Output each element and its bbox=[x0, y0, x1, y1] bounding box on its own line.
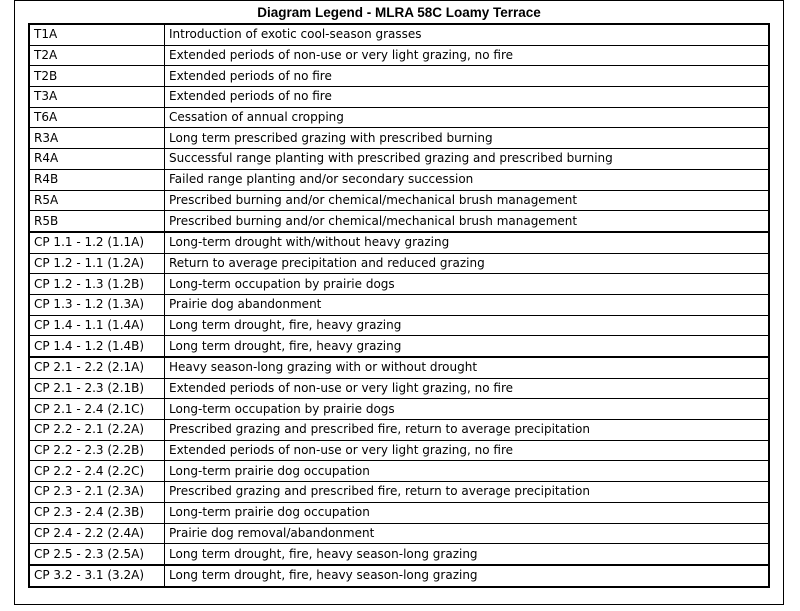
transition-description: Prescribed burning and/or chemical/mechanical brush management bbox=[165, 211, 770, 232]
table-row bbox=[29, 523, 769, 544]
table-row bbox=[29, 149, 769, 170]
table-row bbox=[29, 315, 769, 336]
table-row bbox=[29, 107, 769, 128]
transition-description: Long term drought, fire, heavy season-long grazing bbox=[165, 544, 770, 565]
table-row bbox=[29, 502, 769, 523]
table-row bbox=[29, 190, 769, 211]
table-row bbox=[29, 482, 769, 503]
transition-description: Extended periods of non-use or very light grazing, no fire bbox=[165, 378, 770, 399]
table-row bbox=[29, 565, 769, 587]
table-row bbox=[29, 274, 769, 295]
transition-code: R3A bbox=[29, 128, 165, 149]
transition-description: Long-term prairie dog occupation bbox=[165, 461, 770, 482]
table-row bbox=[29, 45, 769, 66]
table-row bbox=[29, 440, 769, 461]
transition-code: CP 2.4 - 2.2 (2.4A) bbox=[29, 523, 165, 544]
transition-description: Failed range planting and/or secondary succession bbox=[165, 169, 770, 190]
transition-description: Long term drought, fire, heavy grazing bbox=[165, 336, 770, 357]
transition-description: Extended periods of no fire bbox=[165, 87, 770, 108]
transition-description: Long-term occupation by prairie dogs bbox=[165, 274, 770, 295]
transition-description: Long-term occupation by prairie dogs bbox=[165, 399, 770, 420]
transition-code: CP 2.2 - 2.1 (2.2A) bbox=[29, 420, 165, 441]
transition-code: CP 2.1 - 2.3 (2.1B) bbox=[29, 378, 165, 399]
transition-code: T2B bbox=[29, 66, 165, 87]
table-row bbox=[29, 357, 769, 378]
table-row bbox=[29, 128, 769, 149]
table-row bbox=[29, 66, 769, 87]
table-row bbox=[29, 544, 769, 565]
transition-code: CP 2.5 - 2.3 (2.5A) bbox=[29, 544, 165, 565]
table-row bbox=[29, 87, 769, 108]
transition-description: Long term drought, fire, heavy grazing bbox=[165, 315, 770, 336]
transition-description: Long term prescribed grazing with prescribed burning bbox=[165, 128, 770, 149]
transition-description: Return to average precipitation and reduced grazing bbox=[165, 253, 770, 274]
transition-code: CP 1.4 - 1.1 (1.4A) bbox=[29, 315, 165, 336]
transition-code: T1A bbox=[29, 24, 165, 45]
table-row bbox=[29, 294, 769, 315]
table-row bbox=[29, 211, 769, 232]
transition-description: Long-term drought with/without heavy grazing bbox=[165, 232, 770, 253]
transition-description: Introduction of exotic cool-season grasses bbox=[165, 24, 770, 45]
transition-code: CP 1.2 - 1.1 (1.2A) bbox=[29, 253, 165, 274]
table-row bbox=[29, 399, 769, 420]
table-row bbox=[29, 378, 769, 399]
table-row bbox=[29, 336, 769, 357]
transition-code: R4B bbox=[29, 169, 165, 190]
transition-description: Extended periods of no fire bbox=[165, 66, 770, 87]
transition-code: CP 1.2 - 1.3 (1.2B) bbox=[29, 274, 165, 295]
transition-code: R5A bbox=[29, 190, 165, 211]
transition-description: Prescribed grazing and prescribed fire, return to average precipitation bbox=[165, 420, 770, 441]
transition-description: Heavy season-long grazing with or without drought bbox=[165, 357, 770, 378]
transition-code: CP 2.3 - 2.1 (2.3A) bbox=[29, 482, 165, 503]
transition-code: T2A bbox=[29, 45, 165, 66]
transition-code: CP 3.2 - 3.1 (3.2A) bbox=[29, 565, 165, 587]
transition-code: CP 2.1 - 2.2 (2.1A) bbox=[29, 357, 165, 378]
transition-code: CP 1.4 - 1.2 (1.4B) bbox=[29, 336, 165, 357]
transition-description: Successful range planting with prescribed grazing and prescribed burning bbox=[165, 149, 770, 170]
transition-code: CP 2.1 - 2.4 (2.1C) bbox=[29, 399, 165, 420]
table-row bbox=[29, 420, 769, 441]
table-row bbox=[29, 232, 769, 253]
transition-description: Prairie dog removal/abandonment bbox=[165, 523, 770, 544]
table-row bbox=[29, 253, 769, 274]
transition-code: CP 2.3 - 2.4 (2.3B) bbox=[29, 502, 165, 523]
transition-description: Prescribed burning and/or chemical/mechanical brush management bbox=[165, 190, 770, 211]
legend-title: Diagram Legend - MLRA 58C Loamy Terrace bbox=[257, 5, 541, 20]
transition-code: T3A bbox=[29, 87, 165, 108]
transition-code: R5B bbox=[29, 211, 165, 232]
table-row bbox=[29, 24, 769, 45]
transition-code: CP 1.1 - 1.2 (1.1A) bbox=[29, 232, 165, 253]
transition-description: Cessation of annual cropping bbox=[165, 107, 770, 128]
transition-description: Extended periods of non-use or very light grazing, no fire bbox=[165, 440, 770, 461]
transition-code: CP 1.3 - 1.2 (1.3A) bbox=[29, 294, 165, 315]
transition-description: Extended periods of non-use or very light grazing, no fire bbox=[165, 45, 770, 66]
transition-code: CP 2.2 - 2.4 (2.2C) bbox=[29, 461, 165, 482]
legend-frame bbox=[14, 0, 784, 605]
transition-description: Long-term prairie dog occupation bbox=[165, 502, 770, 523]
transition-code: T6A bbox=[29, 107, 165, 128]
transition-description: Prescribed grazing and prescribed fire, return to average precipitation bbox=[165, 482, 770, 503]
legend-table bbox=[28, 23, 770, 588]
table-row bbox=[29, 461, 769, 482]
transition-code: R4A bbox=[29, 149, 165, 170]
transition-description: Long term drought, fire, heavy season-long grazing bbox=[165, 565, 770, 587]
transition-description: Prairie dog abandonment bbox=[165, 294, 770, 315]
transition-code: CP 2.2 - 2.3 (2.2B) bbox=[29, 440, 165, 461]
table-row bbox=[29, 169, 769, 190]
